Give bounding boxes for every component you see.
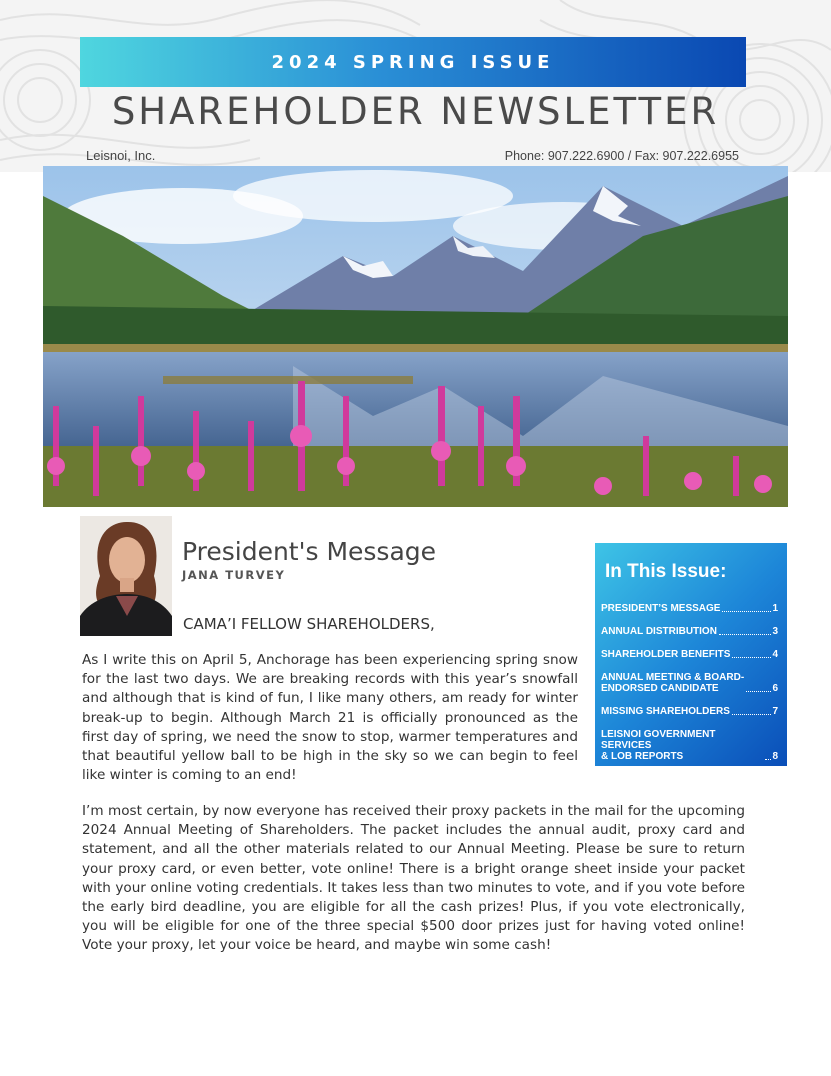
toc-item-annual-distribution[interactable] — [601, 626, 778, 637]
toc-item-missing-shareholders[interactable] — [601, 706, 778, 717]
dot-leader — [732, 657, 771, 658]
toc-title: In This Issue: — [605, 561, 727, 582]
toc-item-page: 8 — [772, 751, 778, 762]
dot-leader — [746, 691, 771, 692]
toc-item-label: SHAREHOLDER BENEFITS — [601, 649, 731, 660]
issue-label: 2024 SPRING ISSUE — [271, 51, 555, 73]
dot-leader — [765, 759, 771, 760]
hero-landscape-image — [43, 166, 788, 507]
toc-item-label: LEISNOI GOVERNMENT SERVICES & LOB REPORTS — [601, 729, 716, 762]
toc-item-page: 1 — [772, 603, 778, 614]
toc-item-label: PRESIDENT’S MESSAGE — [601, 603, 721, 614]
toc-item-page: 7 — [772, 706, 778, 717]
president-portrait — [80, 516, 172, 636]
author-name: JANA TURVEY — [182, 568, 286, 582]
company-name: Leisnoi, Inc. — [86, 148, 156, 163]
greeting: CAMA’I FELLOW SHAREHOLDERS, — [183, 615, 435, 633]
article-paragraph: I’m most certain, by now everyone has received their proxy packets in the mail for the upcoming 2024 Annual Meeting of Shareholders. The packet includes the annual audit, proxy card and statement, and all the other materials related to our Annual Meeting. Please be sure to return your proxy card, or even better, vote online! There is a bright orange sheet inside your packet with your online voting credentials. It takes less than two minutes to vote, and if you vote before the early bird deadline, you are eligible for all the cash prizes! Plus, if you vote electronically, you will be eligible for one of the three special $500 door prizes just for having voted online! Vote your proxy, let your voice be heard, and maybe win some cash! — [82, 803, 745, 954]
toc-item-page: 4 — [772, 649, 778, 660]
presidents-message-heading: President's Message — [182, 537, 437, 566]
toc-item-page: 3 — [772, 626, 778, 637]
toc-item-shareholder-benefits[interactable] — [601, 649, 778, 660]
contact-info: Phone: 907.222.6900 / Fax: 907.222.6955 — [504, 149, 739, 163]
dot-leader — [732, 714, 771, 715]
toc-item-page: 6 — [772, 683, 778, 694]
toc-item-label: ANNUAL MEETING & BOARD- ENDORSED CANDIDATE — [601, 672, 745, 694]
dot-leader — [719, 634, 771, 635]
article-paragraph: As I write this on April 5, Anchorage has been experiencing spring snow for the last two days. We are breaking records with this year’s snowfall and although that is kind of fun, I like many others, am ready for winter break-up to begin. Although March 21 is officially pronounced as the first day of spring, we need the snow to stop, warmer temperatures and that beautiful yellow ball to be high in the sky so we can begin to feel like winter is coming to an end! — [82, 652, 578, 784]
toc-item-annual-meeting[interactable] — [601, 672, 778, 694]
issue-banner — [80, 37, 746, 87]
toc-item-label: MISSING SHAREHOLDERS — [601, 706, 730, 717]
dot-leader — [722, 611, 771, 612]
newsletter-title: SHAREHOLDER NEWSLETTER — [111, 90, 720, 133]
toc-item-presidents-message[interactable] — [601, 603, 778, 614]
in-this-issue-box — [595, 543, 787, 766]
toc-item-label: ANNUAL DISTRIBUTION — [601, 626, 717, 637]
toc-item-government-services[interactable] — [601, 729, 778, 762]
